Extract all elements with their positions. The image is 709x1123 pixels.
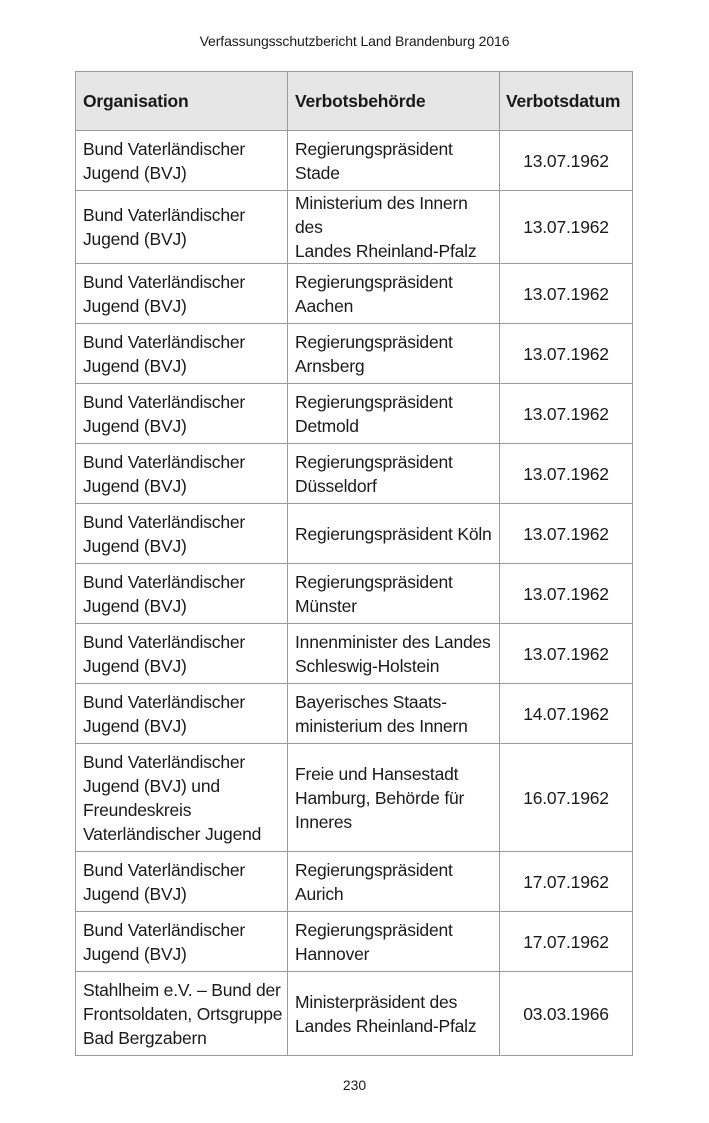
- column-header-organisation: Organisation: [76, 72, 288, 131]
- cell-date-text: 03.03.1966: [523, 1003, 609, 1024]
- cell-organisation-text: Bund Vaterländischer Jugend (BVJ): [83, 919, 246, 964]
- table-body: [76, 131, 633, 1056]
- cell-authority-text: Regierungspräsident Stade: [295, 138, 453, 183]
- cell-authority: [288, 504, 500, 564]
- cell-date: [500, 191, 633, 264]
- cell-authority: [288, 972, 500, 1056]
- cell-date: [500, 744, 633, 852]
- column-header-authority: Verbotsbehörde: [288, 72, 500, 131]
- page-header: Verfassungsschutzbericht Land Brandenburg 2016: [199, 33, 510, 49]
- cell-date-text: 17.07.1962: [523, 931, 609, 952]
- cell-organisation-text: Bund Vaterländischer Jugend (BVJ): [83, 391, 246, 436]
- cell-date: [500, 384, 633, 444]
- cell-authority-text: Regierungspräsident Köln: [295, 523, 492, 544]
- page-number: 230: [342, 1077, 367, 1093]
- cell-authority: [288, 564, 500, 624]
- table-row: [76, 324, 633, 384]
- cell-date-text: 17.07.1962: [523, 871, 609, 892]
- cell-date-text: 13.07.1962: [523, 217, 609, 237]
- table-row: [76, 564, 633, 624]
- cell-date: [500, 852, 633, 912]
- cell-authority-text: Regierungspräsident Münster: [295, 571, 453, 616]
- cell-date: [500, 504, 633, 564]
- cell-date: [500, 972, 633, 1056]
- cell-date-text: 13.07.1962: [523, 403, 609, 424]
- table-row: [76, 972, 633, 1056]
- cell-authority-text: Ministerpräsident des Landes Rheinland-Pfalz: [295, 991, 477, 1036]
- cell-authority: [288, 744, 500, 852]
- cell-date-text: 16.07.1962: [523, 787, 609, 808]
- cell-authority-text: Innenminister des Landes Schleswig-Holstein: [295, 631, 491, 676]
- table-row: [76, 444, 633, 504]
- cell-organisation-text: Bund Vaterländischer Jugend (BVJ): [83, 691, 246, 736]
- cell-authority: [288, 131, 500, 191]
- cell-authority: [288, 191, 500, 264]
- cell-date-text: 13.07.1962: [523, 523, 609, 544]
- cell-organisation-text: Bund Vaterländischer Jugend (BVJ): [83, 631, 246, 676]
- cell-authority: [288, 912, 500, 972]
- cell-organisation-text: Stahlheim e.V. – Bund der Frontsoldaten, Ortsgruppe Bad Bergzabern: [83, 979, 283, 1048]
- cell-organisation-text: Bund Vaterländischer Jugend (BVJ): [83, 859, 246, 904]
- table-header-row: [76, 72, 633, 131]
- table-row: [76, 912, 633, 972]
- table-row: [76, 191, 633, 264]
- cell-date-text: 13.07.1962: [523, 583, 609, 604]
- cell-organisation: [76, 444, 288, 504]
- cell-organisation: [76, 384, 288, 444]
- table-row: [76, 504, 633, 564]
- cell-authority: [288, 684, 500, 744]
- cell-date: [500, 684, 633, 744]
- cell-authority: [288, 324, 500, 384]
- cell-authority-text: Regierungspräsident Detmold: [295, 391, 453, 436]
- cell-organisation: [76, 912, 288, 972]
- cell-organisation: [76, 972, 288, 1056]
- cell-organisation: [76, 744, 288, 852]
- cell-authority: [288, 624, 500, 684]
- cell-date-text: 13.07.1962: [523, 150, 609, 171]
- cell-date: [500, 324, 633, 384]
- table-row: [76, 852, 633, 912]
- cell-authority-text: Regierungspräsident Aachen: [295, 271, 453, 316]
- cell-organisation: [76, 504, 288, 564]
- cell-organisation: [76, 324, 288, 384]
- cell-organisation: [76, 684, 288, 744]
- cell-organisation-text: Bund Vaterländischer Jugend (BVJ): [83, 205, 246, 249]
- cell-date-text: 13.07.1962: [523, 283, 609, 304]
- cell-authority-text: Regierungspräsident Düsseldorf: [295, 451, 453, 496]
- table-row: [76, 384, 633, 444]
- bans-table: [75, 71, 633, 1056]
- cell-authority-text: Regierungspräsident Hannover: [295, 919, 453, 964]
- cell-authority-text: Regierungspräsident Aurich: [295, 859, 453, 904]
- cell-authority: [288, 444, 500, 504]
- cell-organisation: [76, 191, 288, 264]
- cell-authority-text: Ministerium des Innern des Landes Rheinland-Pfalz: [295, 193, 477, 261]
- cell-organisation: [76, 564, 288, 624]
- column-header-date: Verbotsdatum: [500, 72, 633, 131]
- cell-date-text: 13.07.1962: [523, 343, 609, 364]
- cell-authority: [288, 384, 500, 444]
- cell-organisation-text: Bund Vaterländischer Jugend (BVJ) und Freundeskreis Vaterländischer Jugend: [83, 751, 262, 844]
- cell-date: [500, 624, 633, 684]
- cell-authority: [288, 852, 500, 912]
- cell-organisation-text: Bund Vaterländischer Jugend (BVJ): [83, 331, 246, 376]
- cell-organisation-text: Bund Vaterländischer Jugend (BVJ): [83, 511, 246, 556]
- cell-date-text: 13.07.1962: [523, 463, 609, 484]
- cell-date: [500, 912, 633, 972]
- cell-organisation-text: Bund Vaterländischer Jugend (BVJ): [83, 138, 246, 183]
- cell-organisation-text: Bund Vaterländischer Jugend (BVJ): [83, 451, 246, 496]
- cell-authority-text: Regierungspräsident Arnsberg: [295, 331, 453, 376]
- cell-date-text: 14.07.1962: [523, 703, 609, 724]
- cell-date: [500, 564, 633, 624]
- cell-organisation: [76, 131, 288, 191]
- cell-organisation: [76, 264, 288, 324]
- table-row: [76, 264, 633, 324]
- cell-organisation: [76, 624, 288, 684]
- table-row: [76, 684, 633, 744]
- cell-date: [500, 264, 633, 324]
- cell-authority-text: Freie und Hansestadt Hamburg, Behörde für Inneres: [295, 763, 465, 832]
- cell-date: [500, 444, 633, 504]
- cell-authority-text: Bayerisches Staats- ministerium des Innern: [295, 691, 468, 736]
- table-row: [76, 624, 633, 684]
- cell-organisation-text: Bund Vaterländischer Jugend (BVJ): [83, 271, 246, 316]
- cell-organisation-text: Bund Vaterländischer Jugend (BVJ): [83, 571, 246, 616]
- cell-date: [500, 131, 633, 191]
- cell-date-text: 13.07.1962: [523, 643, 609, 664]
- table-row: [76, 131, 633, 191]
- table-row: [76, 744, 633, 852]
- cell-authority: [288, 264, 500, 324]
- cell-organisation: [76, 852, 288, 912]
